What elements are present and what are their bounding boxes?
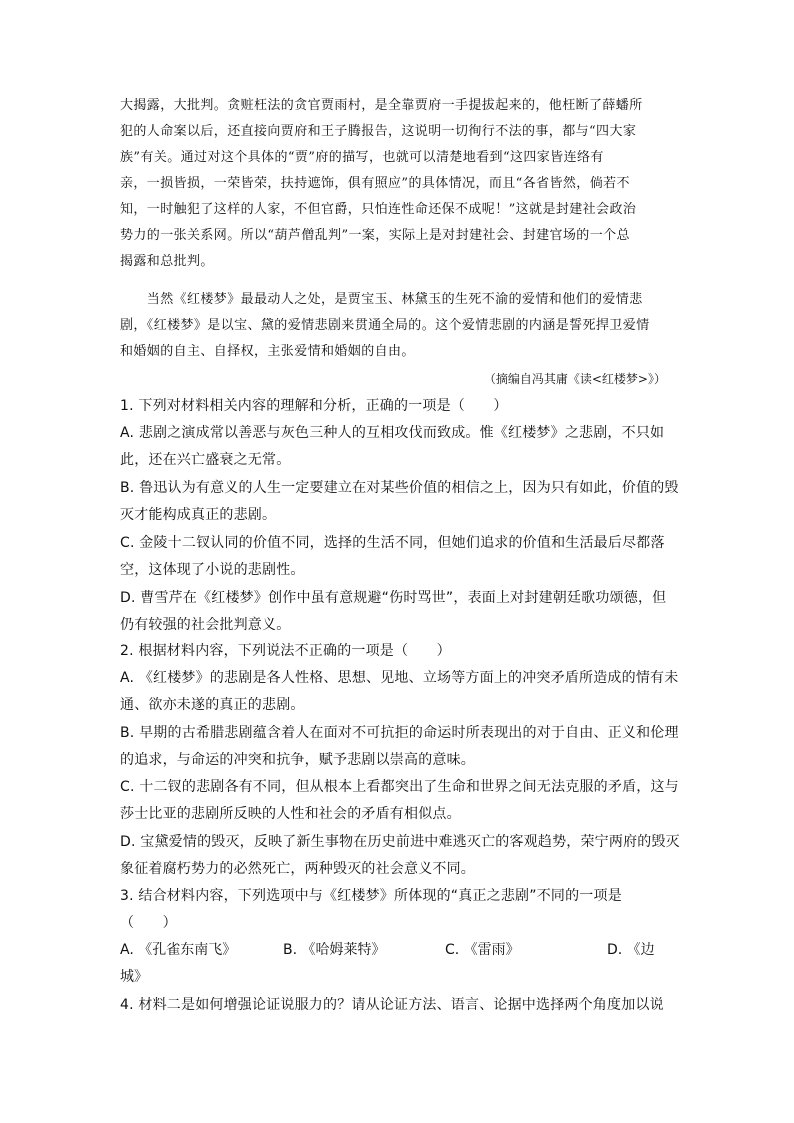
passage-line: 揭露和总批判。 — [120, 254, 214, 269]
passage-line: 犯的人命案以后，还直接向贾府和王子腾报告，这说明一切徇行不法的事，都与“四大家 — [120, 124, 637, 139]
question-2-option-a-cont: 通、欲亦未遂的真正的悲剧。 — [120, 697, 305, 713]
question-1-option-d: D. 曹雪芹在《红楼梦》创作中虽有意规避“伤时骂世”，表面上对封建朝廷歌功颂德，但 — [120, 590, 667, 606]
question-1-option-b: B. 鲁迅认为有意义的人生一定要建立在对某些价值的相信之上，因为只有如此，价值的毁 — [120, 480, 679, 496]
passage-line: 当然《红楼梦》最最动人之处，是贾宝玉、林黛玉的生死不渝的爱情和他们的爱情悲 — [120, 292, 643, 307]
question-2-option-a: A. 《红楼梦》的悲剧是各人性格、思想、见地、立场等方面上的冲突矛盾所造成的情有未 — [120, 670, 679, 686]
passage-line: 亲，一损皆损，一荣皆荣，扶持遮饰，俱有照应”的具体情况，而且“各省皆然，倘若不 — [120, 176, 630, 191]
question-3-option-c: C. 《雷雨》 — [445, 942, 520, 958]
question-2-option-b: B. 早期的古希腊悲剧蕴含着人在面对不可抗拒的命运时所表现出的对于自由、正义和伦理 — [120, 725, 679, 741]
question-2-option-d: D. 宝黛爱情的毁灭，反映了新生事物在历史前进中难逃灭亡的客观趋势，荣宁两府的毁灭 — [120, 834, 680, 850]
passage-line: 和婚姻的自主、自择权，主张爱情和婚姻的自由。 — [120, 344, 415, 359]
question-3-option-d-cont: 城》 — [120, 969, 148, 985]
question-1-option-c-cont: 空，这体现了小说的悲剧性。 — [120, 562, 305, 578]
question-2-option-c: C. 十二钗的悲剧各有不同，但从根本上看都突出了生命和世界之间无法克服的矛盾，这与 — [120, 779, 679, 795]
passage-line: 知，一时触犯了这样的人家，不但官爵，只怕连性命还保不成呢！”这就是封建社会政治 — [120, 202, 637, 217]
question-1-stem: 1. 下列对材料相关内容的理解和分析，正确的一项是（ ） — [120, 398, 508, 414]
question-3-stem: 3. 结合材料内容，下列选项中与《红楼梦》所体现的“真正之悲剧”不同的一项是 — [120, 888, 622, 904]
passage-line: 剧，《红楼梦》是以宝、黛的爱情悲剧来贯通全局的。这个爱情悲剧的内涵是誓死捍卫爱情 — [120, 318, 650, 333]
question-3-stem-cont: （ ） — [120, 915, 177, 931]
question-2-option-c-cont: 莎士比亚的悲剧所反映的人性和社会的矛盾有相似点。 — [120, 806, 461, 822]
question-3-option-a: A. 《孔雀东南飞》 — [120, 942, 237, 958]
question-1-option-d-cont: 仍有较强的社会批判意义。 — [120, 617, 291, 633]
passage-line: 大揭露，大批判。贪赃枉法的贪官贾雨村，是全靠贾府一手提拔起来的，他枉断了薛蟠所 — [120, 98, 643, 113]
question-3-option-d: D. 《边 — [607, 942, 655, 958]
question-1-option-b-cont: 灭才能构成真正的悲剧。 — [120, 507, 277, 523]
question-4-stem: 4. 材料二是如何增强论证说服力的？请从论证方法、语言、论据中选择两个角度加以说 — [120, 997, 664, 1013]
question-2-option-d-cont: 象征着腐朽势力的必然死亡，两种毁灭的社会意义不同。 — [120, 861, 475, 877]
question-1-option-a-cont: 此，还在兴亡盛衰之无常。 — [120, 452, 291, 468]
question-2-option-b-cont: 的追求，与命运的冲突和抗争，赋予悲剧以崇高的意味。 — [120, 752, 475, 768]
question-1-option-a: A. 悲剧之演成常以善恶与灰色三种人的互相攻伐而致成。惟《红楼梦》之悲剧，不只如 — [120, 425, 665, 441]
question-1-option-c: C. 金陵十二钗认同的价值不同，选择的生活不同，但她们追求的价值和生活最后尽都落 — [120, 535, 665, 551]
passage-line: 族”有关。通过对这个具体的“贾”府的描写，也就可以清楚地看到“这四家皆连络有 — [120, 150, 604, 165]
passage-source: （摘编自冯其庸《读<红楼梦>》） — [483, 372, 666, 386]
passage-line: 势力的一张关系网。所以“葫芦僧乱判”一案，实际上是对封建社会、封建官场的一个总 — [120, 228, 630, 243]
question-3-option-b: B. 《哈姆莱特》 — [283, 942, 386, 958]
question-2-stem: 2. 根据材料内容，下列说法不正确的一项是（ ） — [120, 643, 451, 659]
